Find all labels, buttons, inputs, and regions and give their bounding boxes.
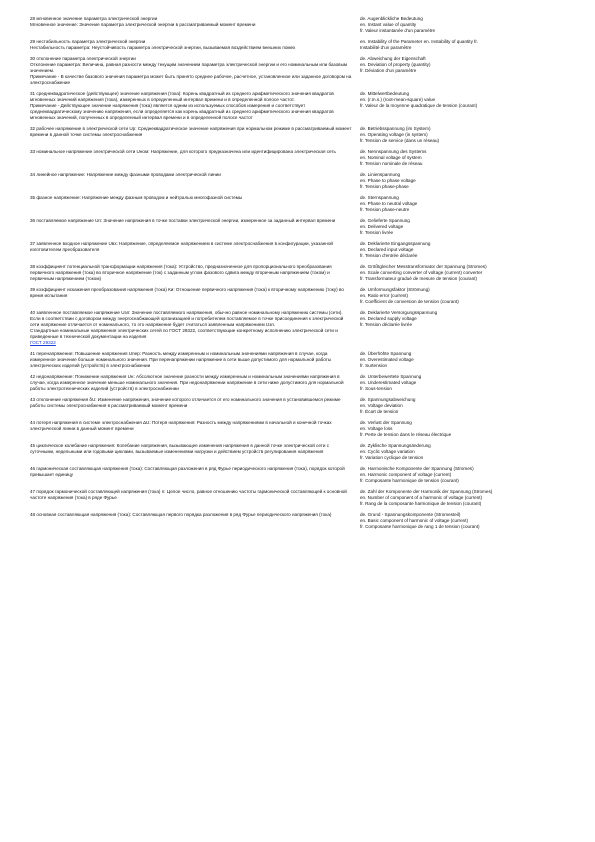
- translation-line: de. Nennspannung des Systems: [360, 149, 427, 154]
- definition-paragraph: 40 заявленное поставляемое напряжение Uзп: Значение поставляемого напряжения, обычно равное номинальному напряжению системы (сети). Если в соответствии с договором между энергоснабжающей организацией и потребителем поставляемое в точке присоединения к электрической сети напряжение отличается от номинального, то это напряжение будет считаться заявленным напряжением Uзп.: [30, 310, 344, 327]
- term-definition: [30, 241, 360, 259]
- translation-line: fr. Tension déclarée livrée: [360, 322, 413, 327]
- term-entry: [30, 56, 570, 86]
- translation-line: en. Voltage deviation: [360, 403, 403, 408]
- term-translations: [360, 420, 570, 438]
- translation-line: fr. Composante harmonique de tension (courant): [360, 478, 459, 483]
- document-page: [30, 16, 570, 535]
- term-translations: [360, 264, 570, 282]
- translation-line: fr. Tension de service (dans un réseau): [360, 138, 440, 143]
- term-definition: [30, 264, 360, 282]
- translation-line: fr. Composante harmonique de rang 1 de tension (courant): [360, 524, 480, 529]
- term-entry: [30, 420, 570, 438]
- definition-paragraph: 35 фазное напряжение: Напряжение между фазным проводом и нейтралью многофазной системы: [30, 195, 243, 200]
- standard-reference-link[interactable]: ГОСТ 29322: [30, 340, 56, 345]
- translation-line: de. Zahl der Komponente der Harmonik der Spannung (Stromes): [360, 489, 493, 494]
- term-entry: [30, 512, 570, 530]
- term-translations: [360, 172, 570, 190]
- term-entry: [30, 466, 570, 484]
- term-entry: [30, 91, 570, 121]
- term-translations: [360, 310, 570, 346]
- term-definition: [30, 126, 360, 144]
- term-entry: [30, 264, 570, 282]
- translation-line: en. Delivered voltage: [360, 224, 404, 229]
- definition-paragraph: Стандартные номинальные напряжения электрических сетей по ГОСТ 29322, соответствующие конкретному исполнению электрической сети и приведенные в технической документации на изделия: [30, 328, 338, 339]
- term-definition: [30, 443, 360, 461]
- term-entry: [30, 39, 570, 51]
- definition-paragraph: 44 потеря напряжения в системе электроснабжения ΔU: Потеря напряжения: Разность между напряжениями в начальной и конечной точках электрической линии в данный момент времени: [30, 420, 332, 431]
- translation-line: fr. Tension livrée: [360, 230, 394, 235]
- term-definition: [30, 56, 360, 86]
- term-translations: [360, 489, 570, 507]
- translation-line: de. Gelieferte Spannung: [360, 218, 410, 223]
- translation-line: de. Betriebsspannung (im System): [360, 126, 431, 131]
- term-entry: [30, 489, 570, 507]
- term-entry: [30, 443, 570, 461]
- translation-line: de. Spannungsabweichung: [360, 397, 416, 402]
- definition-paragraph: 41 перенапряжение: Повышение напряжения Uпер: Разность между измеренным и номинальным значениями напряжения в случае, когда измеренное значение больше номинального значения. При перенапряжении напряжение в сети выше допустимого для нормальной работы электрических изделий (устройств) в электроснабжении: [30, 351, 332, 368]
- term-definition: [30, 91, 360, 121]
- translation-line: de. Grund - Spannungskomponente (Stromesteil): [360, 512, 461, 517]
- translation-line: de. Zyklische Spannungsänderung: [360, 443, 431, 448]
- translation-line: en. Harmonic component of voltage (current): [360, 472, 452, 477]
- term-definition: [30, 39, 360, 51]
- definition-paragraph: Мгновенное значение: Значение параметра электрической энергии в рассматриваемый момент времени: [30, 22, 256, 27]
- translation-line: fr. Rang de la composante harmonique de tension (courant): [360, 501, 482, 506]
- definition-paragraph: 30 отклонение параметра электрической энергии: [30, 56, 136, 61]
- term-translations: [360, 374, 570, 392]
- translation-line: en. Basic component of harmonic of voltage (current): [360, 518, 469, 523]
- term-entry: [30, 195, 570, 213]
- term-translations: [360, 16, 570, 34]
- translation-line: de. Umformungsfaktor (Strömung): [360, 287, 430, 292]
- translation-line: fr. Transformateur gradué de mesure de tension (courant): [360, 276, 477, 281]
- translation-line: de. Augenblickliche Bedeutung: [360, 16, 423, 21]
- translation-line: fr. Variation cyclique de tension: [360, 455, 424, 460]
- translation-line: en. Declared input voltage: [360, 247, 414, 252]
- term-definition: [30, 374, 360, 392]
- term-translations: [360, 126, 570, 144]
- term-translations: [360, 443, 570, 461]
- translation-line: fr. Tension d'entrée déclarée: [360, 253, 418, 258]
- translation-line: en. (r.m.s.) (root-mean-square) value: [360, 97, 436, 102]
- term-entry: [30, 126, 570, 144]
- translation-line: de. Unterbewertete Spannung: [360, 374, 422, 379]
- term-definition: [30, 218, 360, 236]
- translation-line: fr. Sous-tension: [360, 386, 392, 391]
- translation-line: Instabilité d'un paramètre: [360, 45, 412, 50]
- translation-line: fr. Valeur instantanée d'un paramètre: [360, 28, 436, 33]
- definition-paragraph: 46 гармоническая составляющая напряжения (тока): Составляющая разложения в ряд Фурье периодического напряжения (тока), порядок которой превышает единицу: [30, 466, 345, 477]
- translation-line: fr. Tension nominale de réseau: [360, 161, 423, 166]
- translation-line: de. Sternspannung: [360, 195, 399, 200]
- definition-paragraph: Примечание - Действующее значение напряжения (тока) является одним из используемых способов измерения и соответствует среднеквадратическому значению напряжения, если определяется как корень квадратный из среднего арифметического значения квадратов мгновенных значений, полученных в определенный интервал времени и в определенной полосе частот: [30, 103, 334, 120]
- translation-line: en. Ratio error (current): [360, 293, 408, 298]
- definition-paragraph: 33 номинальное напряжение электрической сети Uном: Напряжение, для которого предназначена или идентифицирована электрическая сеть: [30, 149, 336, 154]
- translation-line: en. Deviation of property (quantity): [360, 62, 431, 67]
- term-definition: [30, 420, 360, 438]
- translation-line: en. Nominal voltage of system: [360, 155, 422, 160]
- term-entry: [30, 287, 570, 305]
- definition-paragraph: 32 рабочее напряжение в электрической сети Uр: Среднеквадратическое значение напряжения при нормальном режиме в рассматриваемый момент времени в данной точке системы электроснабжения: [30, 126, 352, 137]
- translation-line: de. Überhöhte Spannung: [360, 351, 412, 356]
- term-entry: [30, 172, 570, 190]
- translation-line: en. Phase to phase voltage: [360, 178, 416, 183]
- term-translations: [360, 195, 570, 213]
- translation-line: fr. Perte de tension dans le réseau électrique: [360, 432, 452, 437]
- term-entry: [30, 397, 570, 415]
- term-translations: [360, 149, 570, 167]
- translation-line: de. Größtgleicher Messtransformator der Spannung (Stromes): [360, 264, 487, 269]
- translation-line: en. Instant value of quantity: [360, 22, 417, 27]
- term-translations: [360, 39, 570, 51]
- term-definition: [30, 489, 360, 507]
- term-translations: [360, 397, 570, 415]
- translation-line: fr. Tension phase-neutre: [360, 207, 410, 212]
- translation-line: de. Abweichung der Eigenschaft: [360, 56, 426, 61]
- definition-paragraph: 42 недонапряжение: Понижение напряжения Uн: Абсолютное значение разности между измеренным и номинальным значениями напряжения в случае, когда измеренное значение меньше номинального значения. При недонапряжении напряжение в сети ниже допустимого для нормальной работы электротехнических изделий (устройств) в электроснабжении: [30, 374, 344, 391]
- translation-line: en. Scale converting converter of voltage (current) converter: [360, 270, 483, 275]
- term-entry: [30, 149, 570, 167]
- term-entry: [30, 16, 570, 34]
- term-translations: [360, 351, 570, 369]
- term-translations: [360, 91, 570, 121]
- term-definition: [30, 149, 360, 167]
- translation-line: fr. Tension phase-phase: [360, 184, 409, 189]
- translation-line: de. Deklarierte Eingangsspannung: [360, 241, 431, 246]
- translation-line: de. Deklarierte Versorgungsspannung: [360, 310, 438, 315]
- term-definition: [30, 195, 360, 213]
- translation-line: fr. Déviation d'un paramètre: [360, 68, 417, 73]
- definition-paragraph: 37 заявленное входное напряжение Uвх: Напряжение, определяемое напряжением в системе электроснабжения в конфигурации, указанной изготовителем преобразователя: [30, 241, 333, 252]
- term-entry: [30, 241, 570, 259]
- definition-paragraph: 48 основная составляющая напряжения (тока): Составляющая первого порядка разложения в ряд Фурье периодического напряжения (тока): [30, 512, 332, 517]
- term-definition: [30, 397, 360, 415]
- term-translations: [360, 512, 570, 530]
- term-entry: [30, 374, 570, 392]
- term-definition: [30, 287, 360, 305]
- translation-line: de. Mittelwertbedeutung: [360, 91, 410, 96]
- term-entry: [30, 310, 570, 346]
- definition-paragraph: Нестабильность параметра: Неустойчивость параметра электрической энергии, вызываемая воздействием внешних помех: [30, 45, 296, 50]
- term-definition: [30, 172, 360, 190]
- translation-line: en. Underestimated voltage: [360, 380, 417, 385]
- definition-paragraph: 34 линейное напряжение: Напряжение между фазными проводами электрической линии: [30, 172, 221, 177]
- term-entry: [30, 351, 570, 369]
- translation-line: en. Number of component of a harmonic of voltage (current): [360, 495, 483, 500]
- term-definition: [30, 351, 360, 369]
- translation-line: en. Cyclic voltage variation: [360, 449, 415, 454]
- translation-line: en. Operating voltage (in system): [360, 132, 428, 137]
- term-entry: [30, 218, 570, 236]
- definition-paragraph: 39 коэффициент искажения преобразования напряжения (тока) Ки: Отношение первичного напряжения (тока) к вторичному напряжению (току) во время испытания: [30, 287, 344, 298]
- translation-line: fr. Écart de tension: [360, 409, 399, 414]
- translation-line: de. Harmonische Komponente der Spannung (Stromes): [360, 466, 474, 471]
- translation-line: en. Phase to neutral voltage: [360, 201, 418, 206]
- definition-paragraph: 45 циклическое колебание напряжения: Колебание напряжения, вызывающее изменения напряжения в данной точке электрической сети с суточными, недельными или годовыми циклами, вызываемые изменениями нагрузки и действием устройств регулирования напряжения: [30, 443, 329, 454]
- translation-line: fr. Coefficient de conversion de tension (courant): [360, 299, 459, 304]
- translation-line: fr. Valeur de la moyenne quadratique de tension (courant): [360, 103, 478, 108]
- translation-line: de. Linienspannung: [360, 172, 401, 177]
- translation-line: en. Overestimated voltage: [360, 357, 414, 362]
- definition-paragraph: 36 поставляемое напряжение Uп: Значение напряжения в точке поставки электрической энергии, измеренное за заданный интервал времени: [30, 218, 336, 223]
- translation-line: de. Verlust der Spannung: [360, 420, 412, 425]
- term-translations: [360, 56, 570, 86]
- definition-paragraph: 28 мгновенное значение параметра электрической энергии: [30, 16, 158, 21]
- term-translations: [360, 218, 570, 236]
- definition-paragraph: 31 среднеквадратическое (действующее) значение напряжения (тока): Корень квадратный из среднего арифметического значения квадратов мгновенных значений напряжения (тока), измеренных в определенный интервал времени и в определенной полосе частот.: [30, 91, 334, 102]
- term-translations: [360, 287, 570, 305]
- term-translations: [360, 241, 570, 259]
- definition-paragraph: 38 коэффициент потенциальной трансформации напряжения (тока): Устройство, предназначенное для пропорционального преобразования первичного напряжения (тока) во вторичное напряжение (ток) с заданным углом фазового сдвига между вторичным напряжением (током) и первичным напряжением (током): [30, 264, 332, 281]
- term-definition: [30, 16, 360, 34]
- definition-paragraph: Примечание - В качестве базового значения параметра может быть принято среднее рабочее, расчетное, установленное или заданное договором на электроснабжение: [30, 74, 352, 85]
- term-definition: [30, 310, 360, 346]
- definition-paragraph: 47 порядок гармонической составляющей напряжения (тока) n: Целое число, равное отношению частоты гармонической составляющей к основной частоте напряжения (тока) в ряде Фурье: [30, 489, 347, 500]
- term-definition: [30, 512, 360, 530]
- definition-paragraph: 29 нестабильность параметра электрической энергии: [30, 39, 146, 44]
- translation-line: en. Declared supply voltage: [360, 316, 417, 321]
- term-definition: [30, 466, 360, 484]
- definition-paragraph: 43 отклонение напряжения δU: Изменение напряжения, значение которого отличается от его номинального значения в установившемся режиме работы системы электроснабжения в рассматриваемый момент времени: [30, 397, 341, 408]
- term-translations: [360, 466, 570, 484]
- definition-paragraph: Отклонение параметра: Величина, равная разности между текущим значением параметра электрической энергии и его номинальным или базовым значением.: [30, 62, 348, 73]
- translation-line: en. Voltage loss: [360, 426, 393, 431]
- translation-line: en. Instability of the Parameter en. Instability of quantity fr.: [360, 39, 478, 44]
- translation-line: fr. Surtension: [360, 363, 388, 368]
